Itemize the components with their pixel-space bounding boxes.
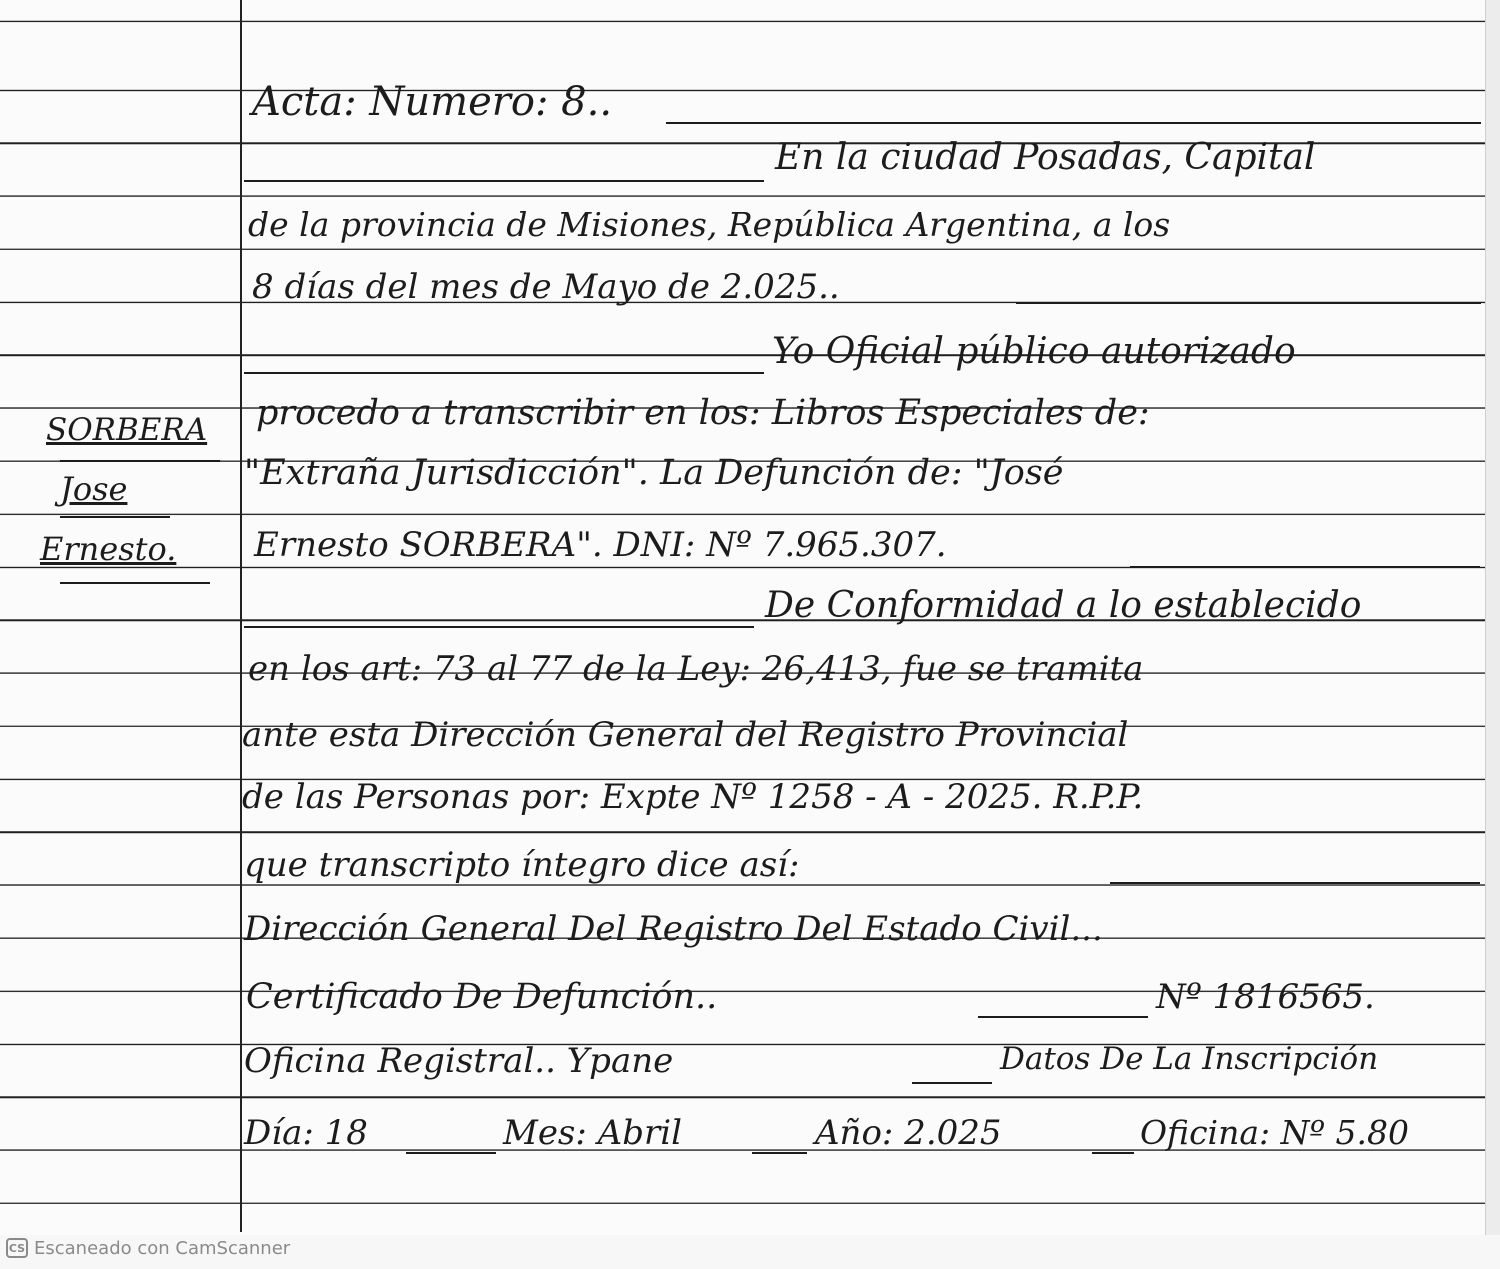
filler-line [244, 180, 764, 182]
inscription-office: Oficina: Nº 5.80 [1140, 1113, 1409, 1152]
text-line: 8 días del mes de Mayo de 2.025.. [252, 267, 840, 307]
filler-line [1092, 1152, 1134, 1154]
margin-line [240, 0, 242, 1232]
record-number: Acta: Numero: 8.. [252, 79, 613, 125]
page-edge [1485, 0, 1500, 1235]
inscription-month: Mes: Abril [503, 1113, 682, 1153]
text-line: Yo Oficial público autorizado [772, 331, 1296, 372]
watermark-text: Escaneado con CamScanner [34, 1237, 291, 1259]
filler-line [1130, 566, 1480, 568]
filler-line [978, 1016, 1148, 1018]
text-line: "Extraña Jurisdicción". La Defunción de: "José [244, 453, 1064, 493]
margin-note-first-name: Jose [60, 470, 128, 508]
margin-note-middle-name: Ernesto. [40, 530, 177, 568]
inscription-year: Año: 2.025 [815, 1113, 1002, 1153]
text-line: En la ciudad Posadas, Capital [775, 137, 1316, 178]
filler-line [1016, 302, 1481, 304]
text-line: en los art: 73 al 77 de la Ley: 26,413, fue se tramita [248, 649, 1144, 689]
filler-line [666, 122, 1481, 124]
text-line: ante esta Dirección General del Registro Provincial [242, 715, 1129, 755]
scanner-watermark [6, 1236, 290, 1260]
margin-underline [60, 460, 220, 462]
certificate-number: Nº 1816565. [1156, 977, 1375, 1017]
inscription-data-label: Datos De La Inscripción [1000, 1041, 1379, 1077]
filler-line [244, 372, 764, 374]
filler-line [1110, 882, 1480, 884]
text-line: que transcripto íntegro dice así: [244, 845, 800, 885]
text-line: Certificado De Defunción.. [246, 977, 718, 1017]
text-line: Ernesto SORBERA". DNI: Nº 7.965.307. [254, 525, 947, 565]
margin-underline [60, 516, 170, 518]
margin-note-surname: SORBERA [46, 412, 208, 448]
margin-underline [60, 582, 210, 584]
text-line: de la provincia de Misiones, República Argentina, a los [248, 205, 1171, 244]
text-line: de las Personas por: Expte Nº 1258 - A - 2025. R.P.P. [242, 777, 1144, 817]
camscanner-logo-icon: CS [6, 1238, 28, 1258]
text-line: procedo a transcribir en los: Libros Especiales de: [256, 393, 1150, 433]
registry-office: Oficina Registral.. Ypane [244, 1041, 674, 1081]
filler-line [406, 1152, 496, 1154]
filler-line [912, 1082, 992, 1084]
text-line: Dirección General Del Registro Del Estado Civil... [244, 909, 1103, 949]
filler-line [752, 1152, 807, 1154]
filler-line [244, 626, 754, 628]
inscription-day: Día: 18 [244, 1113, 368, 1153]
text-line: De Conformidad a lo establecido [765, 585, 1362, 626]
